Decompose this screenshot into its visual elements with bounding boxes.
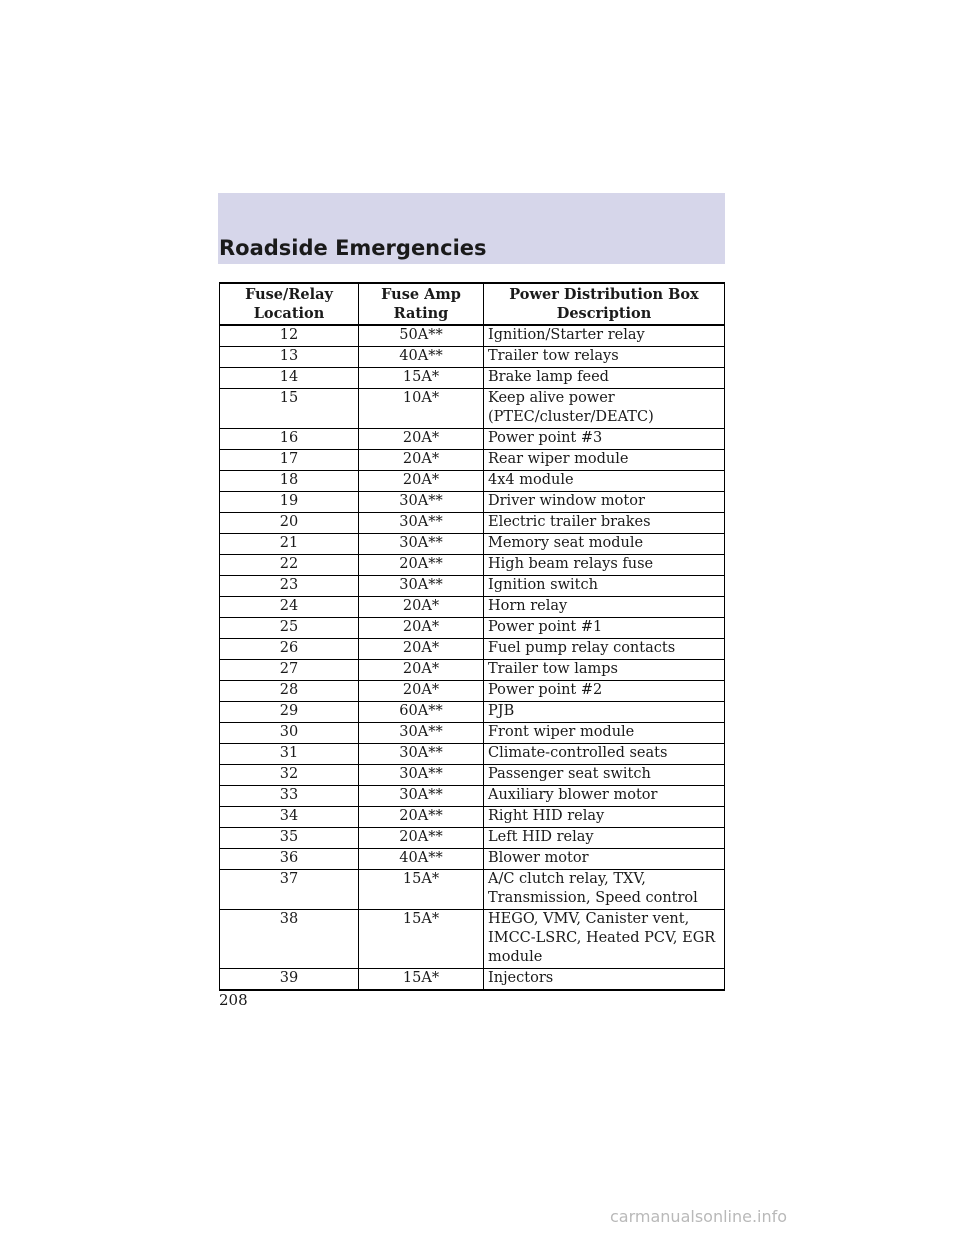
cell-description: Blower motor <box>484 849 725 870</box>
table-row <box>220 765 725 786</box>
section-title: Roadside Emergencies <box>219 236 487 260</box>
cell-description: Driver window motor <box>484 492 725 513</box>
cell-amp-rating: 60A** <box>359 702 484 723</box>
cell-amp-rating: 20A* <box>359 618 484 639</box>
table-row <box>220 681 725 702</box>
header-amp-rating: Fuse Amp Rating <box>359 283 484 325</box>
cell-description: Power point #2 <box>484 681 725 702</box>
cell-amp-rating: 40A** <box>359 849 484 870</box>
cell-location: 26 <box>220 639 359 660</box>
cell-location: 21 <box>220 534 359 555</box>
cell-location: 37 <box>220 870 359 910</box>
cell-location: 20 <box>220 513 359 534</box>
table-row <box>220 618 725 639</box>
cell-description: Climate-controlled seats <box>484 744 725 765</box>
cell-description: Right HID relay <box>484 807 725 828</box>
table-row <box>220 597 725 618</box>
table-row <box>220 639 725 660</box>
cell-description: Power point #1 <box>484 618 725 639</box>
cell-description: Rear wiper module <box>484 450 725 471</box>
cell-description: PJB <box>484 702 725 723</box>
cell-description: High beam relays fuse <box>484 555 725 576</box>
cell-location: 39 <box>220 969 359 991</box>
header-location: Fuse/Relay Location <box>220 283 359 325</box>
cell-location: 19 <box>220 492 359 513</box>
table-row <box>220 849 725 870</box>
table-row <box>220 450 725 471</box>
table-row <box>220 828 725 849</box>
cell-description: Fuel pump relay contacts <box>484 639 725 660</box>
cell-location: 35 <box>220 828 359 849</box>
table-header-row <box>220 283 725 325</box>
cell-description: Electric trailer brakes <box>484 513 725 534</box>
cell-description: 4x4 module <box>484 471 725 492</box>
cell-location: 13 <box>220 347 359 368</box>
cell-description: Trailer tow relays <box>484 347 725 368</box>
table-row <box>220 389 725 429</box>
cell-amp-rating: 30A** <box>359 786 484 807</box>
table-row <box>220 786 725 807</box>
table-row <box>220 325 725 347</box>
cell-location: 25 <box>220 618 359 639</box>
cell-description: HEGO, VMV, Canister vent, IMCC-LSRC, Heated PCV, EGR module <box>484 910 725 969</box>
cell-location: 29 <box>220 702 359 723</box>
table-row <box>220 555 725 576</box>
cell-location: 23 <box>220 576 359 597</box>
cell-amp-rating: 30A** <box>359 744 484 765</box>
cell-location: 24 <box>220 597 359 618</box>
table-row <box>220 969 725 991</box>
table-row <box>220 368 725 389</box>
table-row <box>220 513 725 534</box>
page-number: 208 <box>219 991 248 1009</box>
cell-amp-rating: 30A** <box>359 576 484 597</box>
cell-amp-rating: 30A** <box>359 492 484 513</box>
cell-amp-rating: 20A* <box>359 639 484 660</box>
cell-amp-rating: 15A* <box>359 969 484 991</box>
cell-description: Keep alive power (PTEC/cluster/DEATC) <box>484 389 725 429</box>
fuse-table <box>219 282 725 991</box>
cell-amp-rating: 30A** <box>359 534 484 555</box>
cell-description: Brake lamp feed <box>484 368 725 389</box>
cell-amp-rating: 20A* <box>359 450 484 471</box>
cell-description: Power point #3 <box>484 429 725 450</box>
cell-amp-rating: 10A* <box>359 389 484 429</box>
cell-location: 33 <box>220 786 359 807</box>
cell-description: Passenger seat switch <box>484 765 725 786</box>
table-row <box>220 471 725 492</box>
cell-amp-rating: 15A* <box>359 910 484 969</box>
cell-location: 38 <box>220 910 359 969</box>
table-row <box>220 702 725 723</box>
cell-description: Ignition/Starter relay <box>484 325 725 347</box>
cell-amp-rating: 20A* <box>359 681 484 702</box>
cell-location: 31 <box>220 744 359 765</box>
cell-location: 30 <box>220 723 359 744</box>
table-row <box>220 429 725 450</box>
cell-description: Memory seat module <box>484 534 725 555</box>
cell-description: Front wiper module <box>484 723 725 744</box>
cell-location: 17 <box>220 450 359 471</box>
cell-location: 18 <box>220 471 359 492</box>
cell-location: 16 <box>220 429 359 450</box>
cell-amp-rating: 30A** <box>359 723 484 744</box>
cell-amp-rating: 30A** <box>359 765 484 786</box>
table-row <box>220 347 725 368</box>
cell-description: Horn relay <box>484 597 725 618</box>
cell-amp-rating: 20A** <box>359 807 484 828</box>
table-row <box>220 576 725 597</box>
cell-location: 27 <box>220 660 359 681</box>
table-row <box>220 870 725 910</box>
cell-description: Ignition switch <box>484 576 725 597</box>
cell-location: 22 <box>220 555 359 576</box>
cell-description: Left HID relay <box>484 828 725 849</box>
cell-amp-rating: 30A** <box>359 513 484 534</box>
table-row <box>220 492 725 513</box>
cell-location: 15 <box>220 389 359 429</box>
cell-location: 14 <box>220 368 359 389</box>
cell-description: A/C clutch relay, TXV, Transmission, Speed control <box>484 870 725 910</box>
cell-location: 36 <box>220 849 359 870</box>
table-row <box>220 723 725 744</box>
cell-location: 12 <box>220 325 359 347</box>
table-row <box>220 807 725 828</box>
cell-description: Trailer tow lamps <box>484 660 725 681</box>
cell-description: Auxiliary blower motor <box>484 786 725 807</box>
cell-location: 34 <box>220 807 359 828</box>
cell-location: 32 <box>220 765 359 786</box>
cell-amp-rating: 20A* <box>359 429 484 450</box>
cell-amp-rating: 20A* <box>359 471 484 492</box>
cell-amp-rating: 20A* <box>359 660 484 681</box>
watermark: carmanualsonline.info <box>610 1207 788 1226</box>
cell-amp-rating: 40A** <box>359 347 484 368</box>
header-description: Power Distribution Box Description <box>484 283 725 325</box>
cell-amp-rating: 20A** <box>359 555 484 576</box>
table-body <box>220 325 725 990</box>
cell-amp-rating: 20A** <box>359 828 484 849</box>
cell-amp-rating: 20A* <box>359 597 484 618</box>
table-row <box>220 534 725 555</box>
cell-description: Injectors <box>484 969 725 991</box>
table-row <box>220 660 725 681</box>
cell-amp-rating: 15A* <box>359 870 484 910</box>
table-row <box>220 744 725 765</box>
cell-amp-rating: 50A** <box>359 325 484 347</box>
cell-location: 28 <box>220 681 359 702</box>
table-header <box>220 283 725 325</box>
cell-amp-rating: 15A* <box>359 368 484 389</box>
table-row <box>220 910 725 969</box>
